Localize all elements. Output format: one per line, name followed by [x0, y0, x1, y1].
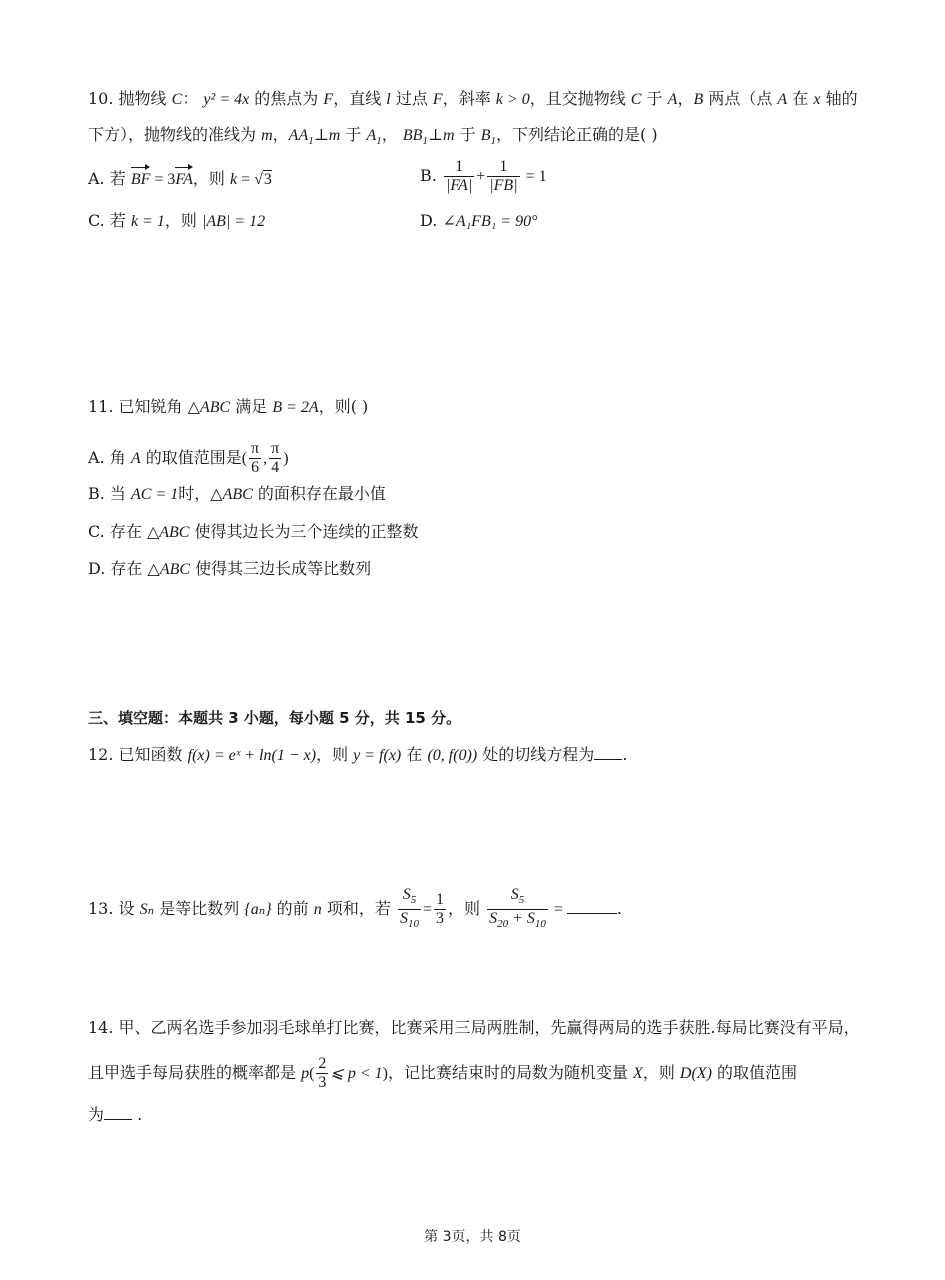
math: C: [171, 91, 183, 108]
text: 抛物线: [118, 89, 172, 108]
section-header: 三、填空题：本题共 3 小题，每小题 5 分，共 15 分。: [88, 709, 462, 727]
text: ，记比赛结束时的局数为随机变量: [387, 1063, 634, 1082]
q10-option-d: [420, 210, 537, 233]
text: 是等比数列: [154, 899, 245, 919]
math: |AB| = 12: [201, 213, 266, 230]
math: = √: [237, 171, 263, 188]
sqrt-3: 3: [263, 171, 272, 188]
q12: [88, 744, 627, 767]
q10-line1: [88, 88, 858, 111]
text: 设: [118, 899, 140, 919]
math: =: [549, 901, 567, 919]
math: f(x) = eˣ + ln(1 − x): [187, 747, 317, 764]
math: = 1: [521, 168, 547, 185]
math: F: [432, 91, 443, 108]
math: AC = 1: [131, 486, 179, 503]
math: k > 0: [495, 91, 530, 108]
q11-number: 11.: [88, 397, 114, 416]
math: ,: [263, 450, 268, 467]
text: 使得其边长为三个连续的正整数: [189, 522, 419, 541]
text: 处的切线方程为: [477, 745, 595, 764]
math-k-eq-1: k = 1: [130, 213, 165, 230]
text: ，则: [642, 1063, 680, 1082]
math: ): [283, 450, 289, 467]
math: A: [777, 91, 788, 108]
text: 已知函数: [118, 745, 188, 764]
math: =: [422, 901, 432, 919]
text: 为: [88, 1105, 105, 1124]
text: 项和，若: [321, 899, 396, 919]
q14-line1: 14. 甲、乙两名选手参加羽毛球单打比赛，比赛采用三局两胜制，先赢得两局的选手获胜.每局比赛没有平局，: [88, 1018, 860, 1037]
fraction-1-3: $\frac{1}{3}$: [436, 891, 444, 928]
math: n: [313, 901, 322, 919]
text: B.: [420, 166, 442, 185]
q10-option-b: [420, 158, 547, 195]
math-b1: $B_1$: [480, 127, 497, 148]
math: X: [633, 1065, 643, 1082]
q10-option-a: [88, 168, 272, 191]
answer-blank: [567, 899, 617, 914]
math: B = 2A: [272, 399, 319, 416]
text: .: [616, 899, 623, 919]
math-ineq: ⩽ p < 1: [330, 1065, 383, 1082]
q13-number: 13.: [88, 899, 114, 919]
text: ，下列结论正确的是( ): [496, 125, 658, 144]
math-perp-a: $AA_1\perp m$: [288, 127, 341, 148]
text: 的焦点为: [249, 89, 324, 108]
text: 在: [401, 745, 428, 764]
math: (: [241, 450, 248, 467]
q14-line3: [88, 1104, 142, 1126]
q10-option-c: [88, 210, 265, 233]
fraction-s5-s20-s10: $\frac{S_5}{S_{20} + S_{10}}$: [489, 886, 546, 931]
math: = 3: [150, 171, 176, 188]
math: △ABC: [147, 561, 191, 578]
text: ，直线: [333, 89, 387, 108]
text: C. 存在: [88, 522, 147, 541]
math: (: [309, 1065, 315, 1082]
q11-stem: [88, 396, 368, 419]
text: ，则: [316, 745, 354, 764]
math: A: [667, 91, 678, 108]
text: 的取值范围是: [140, 448, 242, 467]
answer-blank: [104, 1105, 132, 1120]
text: ，且交抛物线: [529, 89, 631, 108]
text: 两点（点: [703, 89, 778, 108]
math: Sₙ: [139, 901, 155, 919]
text: ，: [381, 125, 398, 144]
q10-line2: [88, 124, 658, 152]
answer-blank: [594, 745, 622, 760]
math: x: [813, 91, 821, 108]
text: A. 角: [88, 448, 131, 467]
q13: [88, 886, 622, 933]
text: ，则: [448, 899, 486, 919]
text: D. 存在: [88, 559, 148, 578]
fraction-pi-4: $\frac{\pi}{4}$: [271, 440, 280, 476]
math-parabola-eq: y² = 4x: [203, 91, 250, 108]
math-perp-b: $BB_1\perp m$: [402, 127, 455, 148]
q12-number: 12.: [88, 745, 114, 764]
q11-option-b: [88, 483, 386, 506]
text: 于: [641, 89, 668, 108]
fraction-1-fb: $\frac{1}{|FB|}$: [489, 158, 518, 194]
text: 的前: [271, 899, 314, 919]
text: ，斜率: [442, 89, 496, 108]
math-k: k: [229, 171, 238, 188]
math: △ABC: [187, 399, 231, 416]
q14-line2: [88, 1055, 797, 1092]
text: 在: [787, 89, 814, 108]
text: ，则: [164, 211, 202, 230]
q11-option-a: [88, 440, 289, 477]
fraction-s5-s10: $\frac{S_5}{S_{10}}$: [399, 886, 419, 931]
math: y = f(x): [353, 747, 402, 764]
math-p: p: [301, 1065, 310, 1082]
vector-fa: FA: [175, 169, 192, 191]
math: ): [382, 1065, 388, 1082]
text: 轴的: [820, 89, 858, 108]
math: D(X): [679, 1065, 712, 1082]
text: .: [132, 1105, 143, 1124]
text: 下方），抛物线的准线为: [88, 125, 262, 144]
math: (0, f(0)): [427, 747, 478, 764]
math: l: [386, 91, 391, 108]
text: .: [622, 745, 628, 764]
text: 且甲选手每局获胜的概率都是: [88, 1063, 302, 1082]
text: D.: [420, 211, 443, 230]
text: 于: [454, 125, 481, 144]
math: m: [261, 127, 273, 144]
text: 已知锐角: [118, 397, 188, 416]
text: ，则: [192, 169, 230, 188]
text: ，: [272, 125, 289, 144]
text: 时，: [178, 484, 211, 503]
math-a1: $A_1$: [366, 127, 382, 148]
text: 的取值范围: [711, 1063, 797, 1082]
math: △ABC: [210, 486, 253, 503]
math: +: [476, 168, 486, 185]
text: B. 当: [88, 484, 132, 503]
vector-bf: BF: [131, 169, 151, 191]
math: {aₙ}: [244, 901, 272, 919]
math: C: [630, 91, 642, 108]
fraction-pi-6: $\frac{\pi}{6}$: [251, 440, 260, 476]
q11-option-d: [88, 558, 371, 581]
math: B: [693, 91, 704, 108]
math: F: [323, 91, 334, 108]
math: △ABC: [146, 524, 190, 541]
q10-number: 10.: [88, 89, 114, 108]
text: 过点: [390, 89, 433, 108]
text: C. 若: [88, 211, 131, 230]
text: A. 若: [88, 169, 131, 188]
page-footer: 第 3页，共 8页: [424, 1229, 521, 1245]
text: 于: [340, 125, 367, 144]
fraction-1-fa: $\frac{1}{|FA|}$: [445, 158, 473, 194]
text: ：: [182, 89, 199, 108]
text: 的面积存在最小值: [252, 484, 386, 503]
fraction-2-3: $\frac{2}{3}$: [318, 1055, 327, 1091]
q11-option-c: [88, 521, 419, 544]
text: 满足: [230, 397, 273, 416]
text: ，则( ): [318, 397, 369, 416]
text: ，: [677, 89, 694, 108]
text: 使得其三边长成等比数列: [190, 559, 372, 578]
math: ∠A₁FB₁ = 90°: [442, 213, 538, 230]
math: A: [130, 450, 141, 467]
